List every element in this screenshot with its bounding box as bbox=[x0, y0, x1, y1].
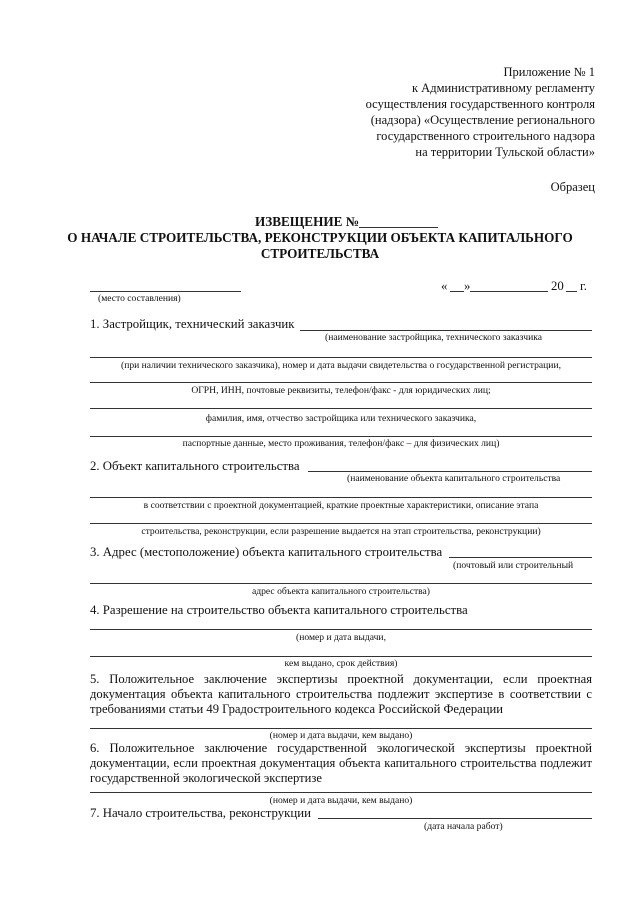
header-line-1: Приложение № 1 bbox=[503, 65, 595, 79]
sec6-text: 6. Положительное заключение государственной экологической экспертизы проектной документации, если проектная документация объекта капитального строительства подлежит государственной экологической экспертизе bbox=[90, 741, 592, 785]
header-line-4: (надзора) «Осуществление регионального bbox=[370, 113, 595, 127]
header-line-6: на территории Тульской области» bbox=[415, 145, 595, 159]
notice-number-line bbox=[359, 227, 438, 228]
date-month-line bbox=[470, 291, 548, 292]
sec1-hint-1: (наименование застройщика, технического заказчика bbox=[325, 332, 542, 343]
sec3-line-2 bbox=[90, 583, 592, 584]
sec2-line-2 bbox=[90, 497, 592, 498]
header-line-3: осуществления государственного контроля bbox=[365, 97, 595, 111]
sec1-hint-5: паспортные данные, место проживания, телефон/факс – для физических лиц) bbox=[182, 438, 500, 449]
header-line-2: к Административному регламенту bbox=[411, 81, 595, 95]
sec4-label: 4. Разрешение на строительство объекта капитального строительства bbox=[90, 603, 468, 617]
date-quote-close: » bbox=[464, 279, 471, 293]
sec2-hint-1: (наименование объекта капитального строительства bbox=[347, 473, 561, 484]
title-line-1: ИЗВЕЩЕНИЕ № bbox=[255, 214, 359, 229]
date-year-suffix: г. bbox=[580, 279, 588, 293]
sec2-hint-2: в соответствии с проектной документацией, краткие проектные характеристики, описание этапа bbox=[143, 500, 539, 511]
place-caption: (место составления) bbox=[98, 293, 181, 304]
sec1-hint-4: фамилия, имя, отчество застройщика или технического заказчика, bbox=[205, 413, 477, 424]
place-line bbox=[90, 291, 241, 292]
sec3-hint-1: (почтовый или строительный bbox=[453, 560, 574, 571]
sec1-hint-3: ОГРН, ИНН, почтовые реквизиты, телефон/факс - для юридических лиц; bbox=[191, 385, 491, 396]
sec7-line-1 bbox=[318, 818, 592, 819]
sec1-line-5 bbox=[90, 436, 592, 437]
sec6-hint-1: (номер и дата выдачи, кем выдано) bbox=[269, 795, 413, 806]
sec4-line-1 bbox=[90, 629, 592, 630]
date-day-line bbox=[450, 291, 464, 292]
sec5-text: 5. Положительное заключение экспертизы проектной документации, если проектная документация объекта капитального строительства подлежит экспертизе в соответствии с требованиями статьи 49 Градостроительного кодекса Российской Федерации bbox=[90, 672, 592, 716]
header-line-5: государственного строительного надзора bbox=[376, 129, 595, 143]
sec3-hint-2: адрес объекта капитального строительства) bbox=[251, 586, 431, 597]
sec3-label: 3. Адрес (местоположение) объекта капитального строительства bbox=[90, 545, 443, 559]
sec1-hint-2: (при наличии технического заказчика), номер и дата выдачи свидетельства о государственной регистрации, bbox=[121, 360, 561, 371]
date-year-line bbox=[566, 291, 577, 292]
sec7-label: 7. Начало строительства, реконструкции bbox=[90, 806, 311, 820]
sec4-line-2 bbox=[90, 656, 592, 657]
sample-label: Образец bbox=[550, 180, 595, 194]
sec2-line-3 bbox=[90, 523, 592, 524]
sec4-hint-2: кем выдано, срок действия) bbox=[284, 658, 398, 669]
sec2-line-1 bbox=[308, 471, 592, 472]
sec1-line-4 bbox=[90, 408, 592, 409]
sec4-hint-1: (номер и дата выдачи, bbox=[296, 632, 386, 643]
sec5-line-1 bbox=[90, 728, 592, 729]
sec1-label: 1. Застройщик, технический заказчик bbox=[90, 317, 295, 331]
title-line-2: О НАЧАЛЕ СТРОИТЕЛЬСТВА, РЕКОНСТРУКЦИИ ОБЪЕКТА КАПИТАЛЬНОГО bbox=[67, 230, 573, 245]
sec6-line-1 bbox=[90, 792, 592, 793]
sec3-line-1 bbox=[449, 557, 592, 558]
sec7-hint-1: (дата начала работ) bbox=[424, 821, 503, 832]
sec1-line-2 bbox=[90, 357, 592, 358]
sec1-line-3 bbox=[90, 382, 592, 383]
sec2-hint-3: строительства, реконструкции, если разрешение выдается на этап строительства, реконструкции) bbox=[141, 526, 541, 537]
date-year-prefix: 20 bbox=[551, 279, 564, 293]
sec5-hint-1: (номер и дата выдачи, кем выдано) bbox=[269, 730, 413, 741]
sec1-line-1 bbox=[300, 330, 592, 331]
date-quote-open: « bbox=[441, 279, 448, 293]
sec2-label: 2. Объект капитального строительства bbox=[90, 459, 300, 473]
title-line-3: СТРОИТЕЛЬСТВА bbox=[260, 246, 380, 261]
